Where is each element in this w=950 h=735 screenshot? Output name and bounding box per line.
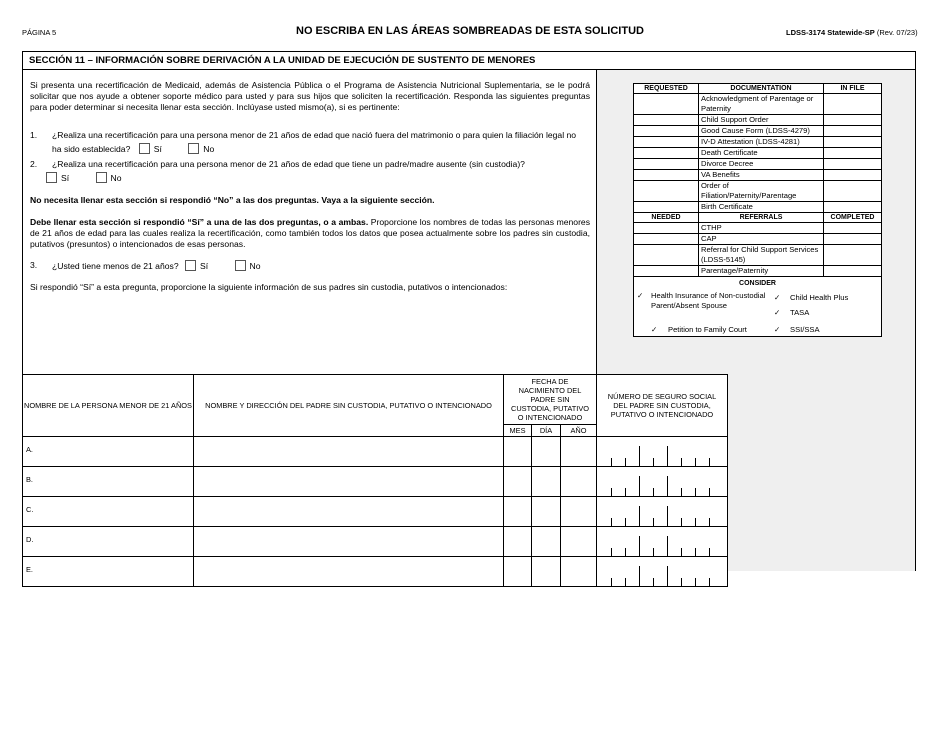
dob-month-cell[interactable] — [504, 497, 532, 527]
doc-item: Divorce Decree — [699, 159, 824, 170]
in-file-cell[interactable] — [824, 94, 882, 115]
check-icon: ✓ — [774, 325, 781, 334]
q3-number: 3. — [30, 260, 38, 270]
ssn-digit-divider — [625, 578, 626, 586]
completed-cell[interactable] — [824, 234, 882, 245]
q2-yes-checkbox[interactable] — [46, 172, 57, 183]
q1-no-checkbox[interactable] — [188, 143, 199, 154]
q2-number: 2. — [30, 159, 38, 169]
needed-header: NEEDED — [634, 213, 699, 223]
ssn-cell[interactable] — [597, 557, 728, 587]
dob-day-header: DÍA — [532, 425, 561, 437]
documentation-header: DOCUMENTATION — [699, 84, 824, 94]
consider-item: ✓ SSI/SSA — [774, 325, 820, 334]
ssn-digit-divider — [681, 548, 682, 556]
dob-month-cell[interactable] — [504, 467, 532, 497]
consider-item: ✓ Petition to Family Court — [651, 325, 747, 334]
in-file-cell[interactable] — [824, 148, 882, 159]
q1-number: 1. — [30, 130, 38, 140]
ssn-digit-divider — [639, 566, 640, 586]
parent-name-cell[interactable] — [194, 467, 504, 497]
doc-item: VA Benefits — [699, 170, 824, 181]
ssn-digit-divider — [667, 566, 668, 586]
ssn-digit-divider — [639, 536, 640, 556]
q2-answer-row: Sí No — [46, 172, 122, 184]
table-row — [23, 437, 728, 467]
needed-cell[interactable] — [634, 223, 699, 234]
dob-month-header: MES — [504, 425, 532, 437]
ssn-cell[interactable] — [597, 527, 728, 557]
ssn-digit-divider — [639, 446, 640, 466]
ssn-digit-divider — [611, 458, 612, 466]
requested-cell[interactable] — [634, 115, 699, 126]
dob-day-cell[interactable] — [532, 557, 561, 587]
requested-cell[interactable] — [634, 170, 699, 181]
q1-answer-row: ha sido establecida? Sí No — [52, 144, 215, 154]
ssn-digit-divider — [667, 446, 668, 466]
shaded-office-area-lower — [727, 374, 915, 571]
documentation-table — [633, 83, 882, 337]
referral-item: Referral for Child Support Services (LDSS-5145) — [699, 245, 824, 266]
check-icon: ✓ — [637, 291, 644, 300]
in-file-cell[interactable] — [824, 137, 882, 148]
q3-yes-checkbox[interactable] — [185, 260, 196, 271]
check-icon: ✓ — [774, 293, 781, 302]
dob-year-cell[interactable] — [561, 557, 597, 587]
referral-item: CTHP — [699, 223, 824, 234]
ssn-digit-divider — [709, 578, 710, 586]
q3-no-checkbox[interactable] — [235, 260, 246, 271]
ssn-digit-divider — [653, 518, 654, 526]
intro-text: Si presenta una recertificación de Medicaid, además de Asistencia Pública o el Programa de Asistencia Nutricional Suplementaria, se le podrá solicitar que nos ayude a obtener soporte médico para usted y para sus hijos que soliciten la recertificación. Responda las siguientes preguntas para poder determinar si necesita llenar esta sección. Inclúyase usted mismo(a), si es pertinente: — [30, 80, 590, 112]
check-icon: ✓ — [774, 308, 781, 317]
ssn-digit-divider — [625, 548, 626, 556]
referral-item: Parentage/Paternity — [699, 266, 824, 277]
parent-name-cell[interactable] — [194, 557, 504, 587]
consider-item: ✓ Child Health Plus — [774, 293, 849, 302]
referrals-header: REFERRALS — [699, 213, 824, 223]
completed-cell[interactable] — [824, 245, 882, 266]
needed-cell[interactable] — [634, 245, 699, 266]
requested-header: REQUESTED — [634, 84, 699, 94]
doc-item: Death Certificate — [699, 148, 824, 159]
dob-day-cell[interactable] — [532, 497, 561, 527]
requested-cell[interactable] — [634, 181, 699, 202]
doc-item: IV-D Attestation (LDSS-4281) — [699, 137, 824, 148]
child-name-cell[interactable]: A. — [23, 437, 194, 467]
in-file-cell[interactable] — [824, 115, 882, 126]
ssn-digit-divider — [695, 488, 696, 496]
parent-name-cell[interactable] — [194, 527, 504, 557]
q2-text: ¿Realiza una recertificación para una persona menor de 21 años de edad que tiene un padre/madre ausente (sin custodia)? — [52, 159, 525, 169]
ssn-digit-divider — [639, 506, 640, 526]
ssn-digit-divider — [625, 518, 626, 526]
in-file-cell[interactable] — [824, 159, 882, 170]
q3-followup: Si respondió “Sí” a esta pregunta, proporcione la siguiente información de sus padres sin custodia, putativos o intencionados: — [30, 282, 508, 292]
ssn-digit-divider — [653, 578, 654, 586]
requested-cell[interactable] — [634, 94, 699, 115]
child-name-cell[interactable]: D. — [23, 527, 194, 557]
requested-cell[interactable] — [634, 126, 699, 137]
dob-header: FECHA DE NACIMIENTO DEL PADRE SIN CUSTODIA, PUTATIVO O INTENCIONADO — [504, 375, 597, 425]
requested-cell[interactable] — [634, 148, 699, 159]
consider-item: ✓ Health Insurance of Non-custodial Parent/Absent Spouse — [637, 291, 766, 310]
ssn-cell[interactable] — [597, 497, 728, 527]
doc-item: Order of Filiation/Paternity/Parentage — [699, 181, 824, 202]
requested-cell[interactable] — [634, 137, 699, 148]
table-row — [23, 527, 728, 557]
q1-text: ¿Realiza una recertificación para una persona menor de 21 años de edad que nació fuera del matrimonio o para quien la filiación legal no — [52, 130, 577, 140]
completed-cell[interactable] — [824, 223, 882, 234]
table-row — [23, 557, 728, 587]
ssn-header: NÚMERO DE SEGURO SOCIAL DEL PADRE SIN CUSTODIA, PUTATIVO O INTENCIONADO — [597, 375, 728, 437]
child-name-cell[interactable]: E. — [23, 557, 194, 587]
referral-item: CAP — [699, 234, 824, 245]
dob-year-cell[interactable] — [561, 497, 597, 527]
form-id: LDSS-3174 Statewide-SP (Rev. 07/23) — [786, 28, 918, 37]
in-file-cell[interactable] — [824, 170, 882, 181]
section-title: SECCIÓN 11 – INFORMACIÓN SOBRE DERIVACIÓN A LA UNIDAD DE EJECUCIÓN DE SUSTENTO DE MENORES — [22, 51, 916, 70]
ssn-digit-divider — [681, 518, 682, 526]
needed-cell[interactable] — [634, 234, 699, 245]
ssn-digit-divider — [695, 578, 696, 586]
table-row — [23, 497, 728, 527]
children-parents-table — [22, 374, 728, 587]
ssn-cell[interactable] — [597, 437, 728, 467]
ssn-digit-divider — [653, 548, 654, 556]
completed-header: COMPLETED — [824, 213, 882, 223]
dob-year-header: AÑO — [561, 425, 597, 437]
table-row — [23, 467, 728, 497]
ssn-digit-divider — [681, 488, 682, 496]
ssn-digit-divider — [667, 506, 668, 526]
ssn-cell[interactable] — [597, 467, 728, 497]
ssn-digit-divider — [611, 518, 612, 526]
page-number: PÁGINA 5 — [22, 28, 57, 37]
q1-yes-checkbox[interactable] — [139, 143, 150, 154]
dob-year-cell[interactable] — [561, 467, 597, 497]
doc-item: Birth Certificate — [699, 202, 824, 213]
ssn-digit-divider — [653, 458, 654, 466]
in-file-cell[interactable] — [824, 126, 882, 137]
parent-name-cell[interactable] — [194, 437, 504, 467]
dob-year-cell[interactable] — [561, 437, 597, 467]
ssn-digit-divider — [695, 548, 696, 556]
child-name-cell[interactable]: B. — [23, 467, 194, 497]
q3-row: ¿Usted tiene menos de 21 años? Sí No — [52, 261, 261, 271]
dob-day-cell[interactable] — [532, 437, 561, 467]
dob-year-cell[interactable] — [561, 527, 597, 557]
doc-item: Child Support Order — [699, 115, 824, 126]
ssn-digit-divider — [639, 476, 640, 496]
dob-day-cell[interactable] — [532, 527, 561, 557]
requested-cell[interactable] — [634, 159, 699, 170]
parent-name-cell[interactable] — [194, 497, 504, 527]
ssn-digit-divider — [667, 476, 668, 496]
in-file-header: IN FILE — [824, 84, 882, 94]
dob-day-cell[interactable] — [532, 467, 561, 497]
must-fill-instruction: Debe llenar esta sección si respondió “Sí” a una de las dos preguntas, o a ambas. Proporcione los nombres de todas las personas menores de 21 años de edad para las cuales realiza la recertificación, como también todos los datos que posea actualmente sobre los padres sin custodia, putativos (presuntos) o intencionados de esas personas. — [30, 217, 591, 249]
ssn-digit-divider — [681, 458, 682, 466]
dob-month-cell[interactable] — [504, 557, 532, 587]
consider-title: CONSIDER — [739, 280, 776, 287]
ssn-digit-divider — [681, 578, 682, 586]
ssn-digit-divider — [667, 536, 668, 556]
doc-item: Acknowledgment of Parentage or Paternity — [699, 94, 824, 115]
ssn-digit-divider — [709, 458, 710, 466]
child-name-header: NOMBRE DE LA PERSONA MENOR DE 21 AÑOS — [23, 375, 194, 437]
q2-no-checkbox[interactable] — [96, 172, 107, 183]
in-file-cell[interactable] — [824, 202, 882, 213]
shaded-area-notice: NO ESCRIBA EN LAS ÁREAS SOMBREADAS DE ESTA SOLICITUD — [296, 25, 644, 37]
doc-item: Good Cause Form (LDSS-4279) — [699, 126, 824, 137]
ssn-digit-divider — [611, 578, 612, 586]
completed-cell[interactable] — [824, 266, 882, 277]
consider-item: ✓ TASA — [774, 308, 810, 317]
in-file-cell[interactable] — [824, 181, 882, 202]
ssn-digit-divider — [611, 548, 612, 556]
ssn-digit-divider — [625, 488, 626, 496]
ssn-digit-divider — [709, 488, 710, 496]
ssn-digit-divider — [709, 548, 710, 556]
ssn-digit-divider — [625, 458, 626, 466]
consider-box — [634, 277, 882, 337]
child-name-cell[interactable]: C. — [23, 497, 194, 527]
requested-cell[interactable] — [634, 202, 699, 213]
needed-cell[interactable] — [634, 266, 699, 277]
parent-name-header: NOMBRE Y DIRECCIÓN DEL PADRE SIN CUSTODIA, PUTATIVO O INTENCIONADO — [194, 375, 504, 437]
ssn-digit-divider — [653, 488, 654, 496]
ssn-digit-divider — [695, 458, 696, 466]
no-need-instruction: No necesita llenar esta sección si respondió “No” a las dos preguntas. Vaya a la siguiente sección. — [30, 195, 435, 205]
dob-month-cell[interactable] — [504, 527, 532, 557]
check-icon: ✓ — [651, 325, 658, 334]
dob-month-cell[interactable] — [504, 437, 532, 467]
ssn-digit-divider — [695, 518, 696, 526]
ssn-digit-divider — [709, 518, 710, 526]
ssn-digit-divider — [611, 488, 612, 496]
